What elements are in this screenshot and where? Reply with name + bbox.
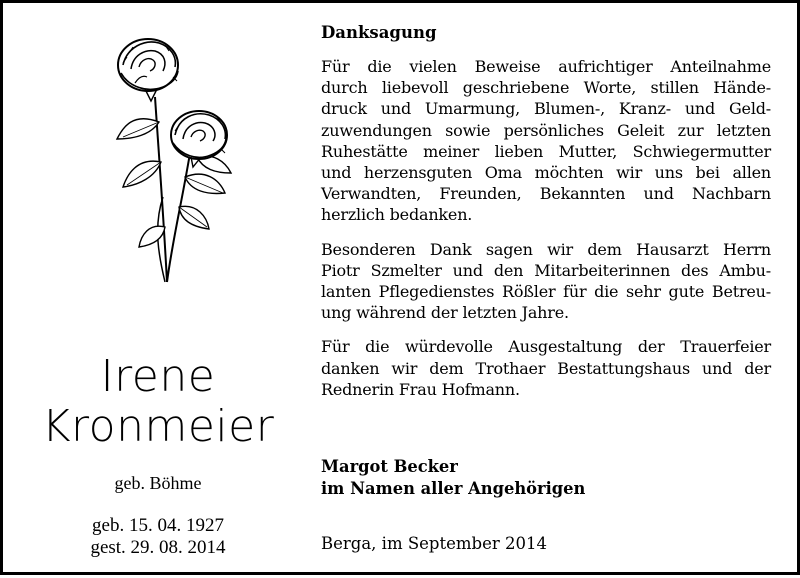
text-line: Besonderen Dank sagen wir dem Hausarzt Herrn <box>321 239 771 259</box>
deceased-last-name: Kronmeier <box>41 401 275 452</box>
deceased-first-name: Irene <box>100 351 216 402</box>
text-line: zuwendungen sowie persönliches Geleit zur letzten <box>321 120 771 140</box>
place-and-date: Berga, im September 2014 <box>321 534 547 553</box>
left-column <box>13 3 303 578</box>
text-line: Für die vielen Beweise aufrichtiger Anteilnahme <box>321 57 771 76</box>
text-line: ung während der letzten Jahre. <box>321 303 569 323</box>
text-line: Piotr Szmelter und den Mitarbeiterinnen des Ambu- <box>321 260 771 280</box>
text-line: durch liebevoll geschriebene Worte, stillen Hände- <box>321 78 771 98</box>
life-dates <box>13 515 303 559</box>
text-line: danken wir dem Trothaer Bestattungshaus und der <box>321 358 771 378</box>
funeral-thanks-paragraph <box>321 336 771 400</box>
rose-bouquet-icon <box>93 27 243 287</box>
thanks-paragraph <box>321 56 771 226</box>
birth-date: geb. 15. 04. 1927 <box>92 515 224 536</box>
text-line: Verwandten, Freunden, Bekannten und Nachbarn <box>321 184 771 204</box>
text-line: herzlich bedanken. <box>321 205 473 225</box>
text-line: Für die würdevolle Ausgestaltung der Trauerfeier <box>321 337 771 357</box>
thank-you-text <box>321 23 771 413</box>
doctor-thanks-paragraph <box>321 239 771 324</box>
text-line: lanten Pflegedienstes Rößler für die sehr gute Betreu- <box>321 282 771 302</box>
text-line: Rednerin Frau Hofmann. <box>321 379 520 399</box>
signer-on-behalf: im Namen aller Angehörigen <box>321 479 586 498</box>
text-line: und herzensguten Oma möchten wir uns bei allen <box>321 163 771 183</box>
text-line: Ruhestätte meiner lieben Mutter, Schwiegermutter <box>321 141 771 161</box>
death-date: gest. 29. 08. 2014 <box>90 537 226 558</box>
signature-block <box>321 456 585 500</box>
signer-name: Margot Becker <box>321 457 458 476</box>
text-line: druck und Umarmung, Blumen-, Kranz- und Geld- <box>321 99 771 119</box>
notice-heading: Danksagung <box>321 23 437 42</box>
birth-name: geb. Böhme <box>114 473 202 493</box>
